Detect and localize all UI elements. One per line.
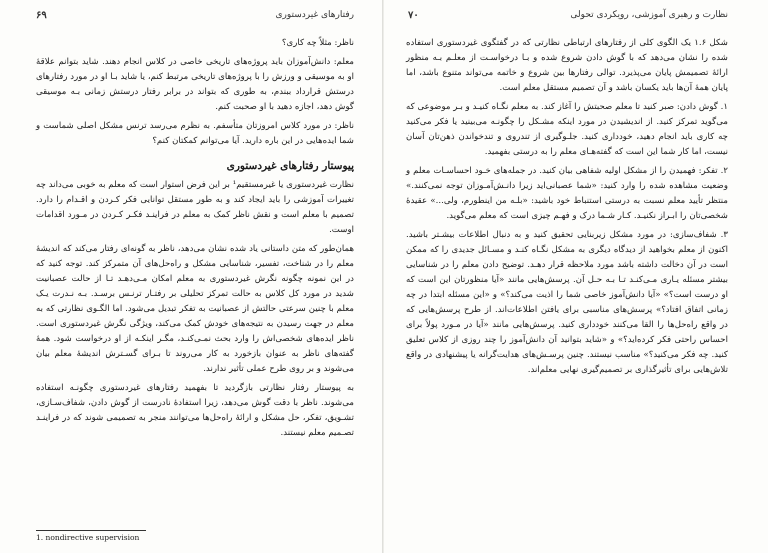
running-head-title: رفتارهای غیردستوری bbox=[275, 10, 354, 20]
right-page bbox=[384, 0, 768, 553]
paragraph: به پیوستار رفتار نظارتی بازگردید تا بفهمید رفتارهای غیردستوری چگونـه استفاده می‌شوند. ناظر با دقت گوش می‌دهد، زیرا استفادهٔ نادرست از گوش دادن، شفاف‌سـازی، تشـویق، تفکر، حل مشکل و ارائهٔ راه‌حل‌ها می‌توانند منجر به تصمیمی شوند که در فراینـد تصـمیم معلم نیستند. bbox=[36, 383, 354, 438]
paragraph: شکل ۱.۶ یک الگوی کلی از رفتارهای ارتباطی نظارتی که در گفتگوی غیردستوری استفاده شده را نشان می‌دهد که با گوش دادن شروع شده و بـا درخواسـت از معلـم بـه منظور ارائهٔ تصمیمش پایان می‌پذیرد. توالی رفتارها بین شروع و خاتمه می‌تواند متنوع باشد، اما پایان همهٔ آن‌ها باید یکسان باشد و آن تصمیم مستقل معلم است. bbox=[406, 38, 729, 93]
page-body bbox=[36, 36, 354, 445]
page-body bbox=[406, 36, 728, 382]
paragraph: نظارت غیردستوری یا غیرمستقیم¹ بر این فرض استوار است که معلم به خوبی می‌داند چه تغییرات آموزشی را باید ایجاد کند و به طور مستقل توانایی فکر کـردن و اقـدام را دارد. تصمیم با معلم است و نقش ناظر کمک به معلم در فراینـد فکـر کـردن در مـورد اقدامات اوست. bbox=[36, 180, 354, 235]
paragraph: همان‌طور که متن داستانی یاد شده نشان می‌دهد، ناظر به گونه‌ای رفتار می‌کند که اندیشهٔ معلم را در شناخت، تفسیر، شناسایی مشکل و راه‌حل‌های آن متمرکز کند. توجه کنید که در این نمونه چگونه نگرش غیردستوری به معلم امکان مـی‌دهـد تـا از حالت عصبانیت شدید در مورد کل کلاس به حالت تمرکز تحلیلی بر رفتـار ترنـس برسـد. بـه نـدرت یـک معلم با چنین سرعتی حالتش از عصبانیت به تفکر تبدیل می‌شود. اما الگـوی نظارتی که به معلم در جهت رسیدن به نتیجه‌های خودش کمک می‌کند، ویژگی نگرش غیردستوری است. ناظر ایده‌های شخصی‌اش را وارد بحث نمـی‌کنـد، مگـر اینکـه از او درخواست شود. همهٔ گفته‌های ناظر به عنوان بازخورد به کار می‌روند تا بـرای گسـترش اندیشهٔ معلم بیان می‌شوند و بر روی طرح عملی تأثیر ندارند. bbox=[36, 244, 354, 374]
list-item: ۳. شفاف‌سازی: در مورد مشکل زیربنایی تحقیق کنید و به دنبال اطلاعات بیشـتر باشید. اکنون از معلم بخواهید از دیدگاه دیگری به مشکل نگـاه کنـد و مسـائل جدیدی را که ممکن است در آن دخالت داشته باشد مورد ملاحظه قرار دهـد. توضیح دادن معلم را در شناسایی بیشتر مسئله یـاری مـی‌کنـد تـا بـه حـل آن. پرسش‌هایی مانند «آیا منظورتان این است که او درست است؟» «آیا دانش‌آموز خاصی شما را اذیت می‌کند؟» و «این مسئله ابتدا در چه زمانی اتفاق افتاد؟» پرسش‌های مناسبی برای یافتن اطلاعات‌اند. از طرح پرسش‌هایی که در واقع راه‌حل‌ها را القا می‌کنند خودداری کنید. پرسش‌هایی مانند «آیا در مـورد پولاً برای احساس راحتی فکر کرده‌اید؟» و «شاید بتوانید آن دانش‌آموز را چند روزی از کلاس تعلیق کنید. چه فکر می‌کنید؟» مناسب نیستند. چنین پرسـش‌های هدایت‌گرانه یا پیشنهادی در واقع تلاش‌هایی برای تأثیرگذاری بر تصمیم‌گیری نهایی معلم‌اند. bbox=[406, 230, 728, 375]
list-item: ۲. تفکر: فهمیدن را از مشکل اولیه شفاهی بیان کنید. در جمله‌های خـود احساسـات معلم و وضعیت مشاهده شده را وارد کنید: «شما عصبانی‌اید زیرا دانـش‌آمـوزان توجه نمی‌کنند.» منتظر تأیید معلم نسبت به درستی استنباط خود باشید: «بلـه من اینطورم، ولی...» عقیدهٔ شخصی‌تان را ابـراز نکنیـد. کـار شـما درک و فهـم چیزی است که معلم می‌گوید. bbox=[406, 166, 728, 221]
section-heading: پیوستار رفتارهای غیردستوری bbox=[226, 160, 354, 172]
list-item: ۱. گوش دادن: صبر کنید تا معلم صحبتش را آغاز کند. به معلم نگـاه کنیـد و بـر موضوعی که می‌گوید تمرکز کنید. از اندیشیدن در مورد اینکه مشـکل را چگونـه می‌بینید یا فکر می‌کنید چه کاری باید انجام دهید، خودداری کنید. جلـوگیری از تندروی و تندخواندن ذهن‌تان آسان نیست، اما کار شما این است که گفته‌هـای معلم را به درستی بفهمید. bbox=[406, 102, 728, 157]
paragraph: معلم: دانش‌آموزان باید پروژه‌های تاریخی خاصی در کلاس انجام دهند. شاید بتوانم علاقهٔ او به موسیقی و ورزش را با پروژه‌های تاریخی مرتبط کنم، یا شاید بـا او در مورد رفتارهای درستش قرارداد ببندم، به طوری که بتواند در برابر رفتار درستش زمانی بـه موسیقی گوش دهد، اجازه دهید با او صحبت کنم. bbox=[36, 57, 354, 112]
paragraph: ناظر: مثلاً چه کاری؟ bbox=[281, 38, 354, 48]
page-number: ۷۰ bbox=[408, 10, 419, 21]
running-head-title: نظارت و رهبری آموزشی، رویکردی تحولی bbox=[570, 10, 728, 20]
footnote-rule bbox=[36, 530, 146, 531]
footnote: 1. nondirective supervision bbox=[36, 533, 140, 542]
paragraph: ناظر: در مورد کلاس امروزتان متأسفم. به نظرم می‌رسد ترنس مشکل اصلی شماست و شما ایده‌هایی در این باره دارید. آیا می‌توانم کمکتان کنم؟ bbox=[36, 121, 354, 146]
page-number: ۶۹ bbox=[36, 10, 47, 21]
